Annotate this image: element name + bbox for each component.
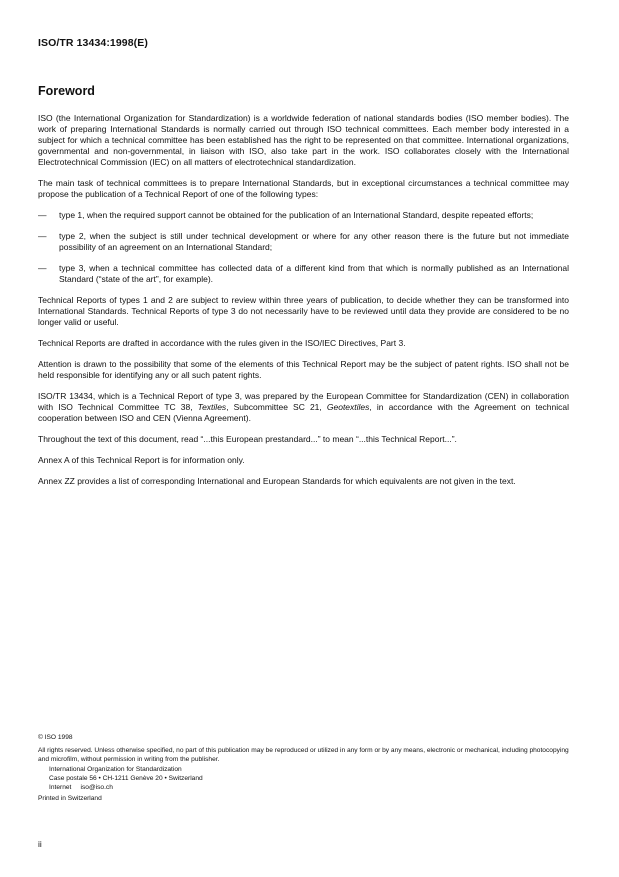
paragraph-patent-rights: Attention is drawn to the possibility that some of the elements of this Technical Report may be the subject of patent rights. ISO shall not be held responsible for identifying any or all such patent rights. (38, 359, 569, 380)
list-item (38, 231, 569, 253)
publisher-address (38, 765, 578, 792)
postal-address: Case postale 56 • CH-1211 Genève 20 • Switzerland (49, 775, 203, 782)
paragraph-review: Technical Reports of types 1 and 2 are subject to review within three years of publication, to decide whether they can be transformed into International Standards. Technical Reports of type 3 do not necessarily have to be reviewed until data they provide are considered to be no longer valid or useful. (38, 295, 569, 327)
preparation-text-a: ISO/TR 13434, which is a Technical Report of type 3, was prepared by the European Committee for Standardization (CEN) in collaboration with ISO Technical Committee TC 38, (38, 391, 569, 412)
paragraph-terminology: Throughout the text of this document, read “...this European prestandard...” to mean “...this Technical Report...”. (38, 434, 457, 444)
list-item-text: type 1, when the required support cannot be obtained for the publication of an International Standard, despite repeated efforts; (59, 210, 534, 220)
foreword-body (38, 113, 569, 497)
internet-address: Internet iso@iso.ch (49, 784, 113, 791)
paragraph-directives: Technical Reports are drafted in accordance with the rules given in the ISO/IEC Directives, Part 3. (38, 338, 406, 348)
preparation-text-c: , in accordance with the Agreement on technical cooperation between ISO and CEN (Vienna Agreement). (38, 402, 570, 423)
subcommittee-name-geotextiles: Geotextiles (326, 402, 370, 412)
copyright-footer (38, 733, 578, 803)
dash-bullet: — (38, 263, 47, 273)
page-number: ii (38, 839, 42, 849)
list-item (38, 263, 569, 285)
rights-statement: All rights reserved. Unless otherwise specified, no part of this publication may be reproduced or utilized in any form or by any means, electronic or mechanical, including photocopying and microfilm, without permission in writing from the publisher. (38, 747, 569, 763)
paragraph-preparation (38, 391, 569, 424)
dash-bullet: — (38, 231, 47, 241)
paragraph-annex-zz: Annex ZZ provides a list of corresponding International and European Standards for which equivalents are not given in the text. (38, 476, 516, 486)
list-item (38, 210, 569, 221)
printed-in: Printed in Switzerland (38, 795, 102, 802)
page-title: Foreword (38, 84, 95, 98)
document-identifier: ISO/TR 13434:1998(E) (38, 37, 148, 49)
preparation-text-b: , Subcommittee SC 21, (226, 402, 327, 412)
paragraph-technical-committees: The main task of technical committees is to prepare International Standards, but in exceptional circumstances a technical committee may propose the publication of a Technical Report of one of the following types: (38, 178, 569, 199)
paragraph-iso-intro: ISO (the International Organization for Standardization) is a worldwide federation of national standards bodies (ISO member bodies). The work of preparing International Standards is normally carried out through ISO technical committees. Each member body interested in a subject for which a technical committee has been established has the right to be represented on that committee. International organizations, governmental and non-governmental, in liaison with ISO, also take part in the work. ISO collaborates closely with the International Electrotechnical Commission (IEC) on all matters of electrotechnical standardization. (38, 113, 569, 167)
organization-name: International Organization for Standardization (49, 766, 182, 773)
paragraph-annex-a: Annex A of this Technical Report is for information only. (38, 455, 245, 465)
list-item-text: type 2, when the subject is still under technical development or where for any other reason there is the future but not immediate possibility of an agreement on an International Standard; (59, 231, 569, 252)
copyright-notice: © ISO 1998 (38, 734, 73, 741)
committee-name-textiles: Textiles (197, 402, 227, 412)
list-item-text: type 3, when a technical committee has collected data of a different kind from that which is normally published as an International Standard (“state of the art”, for example). (59, 263, 569, 284)
dash-bullet: — (38, 210, 47, 220)
